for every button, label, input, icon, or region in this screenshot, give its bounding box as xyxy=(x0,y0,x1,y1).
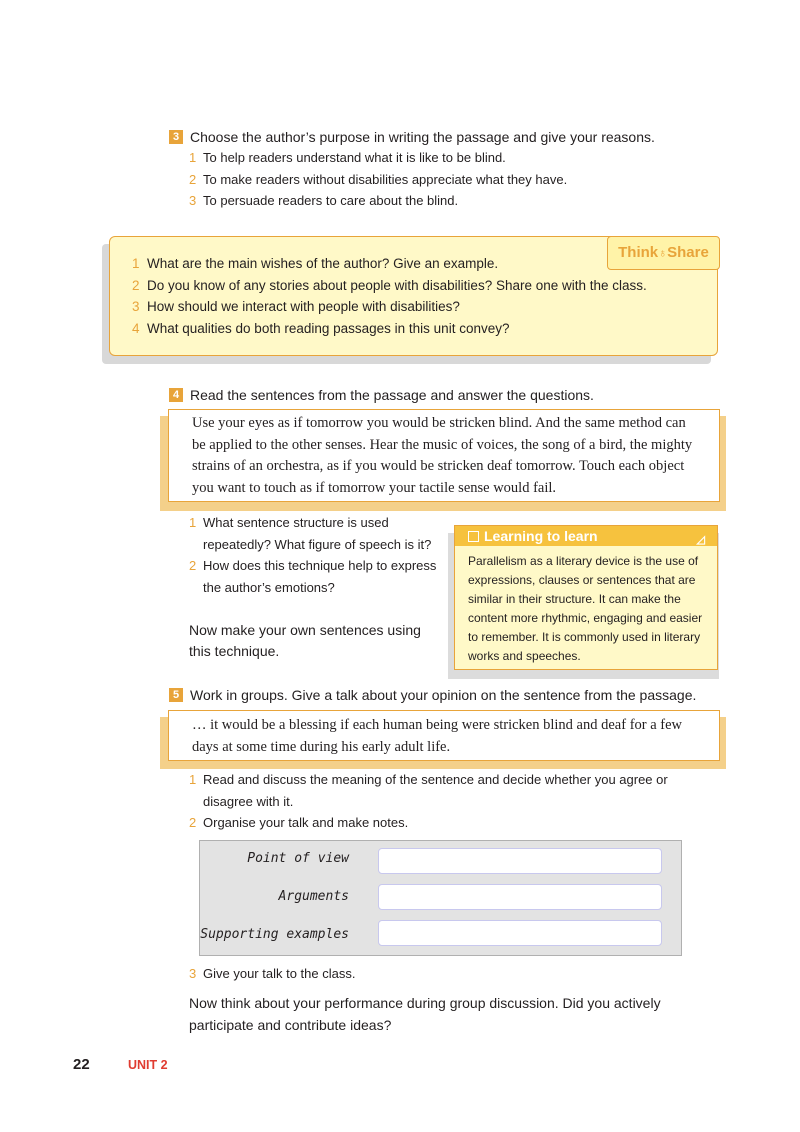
option-number: 3 xyxy=(189,193,197,208)
step-number: 1 xyxy=(189,772,197,787)
question-text: How should we interact with people with disabilities? xyxy=(147,299,460,314)
step-line: Read and discuss the meaning of the sentence and decide whether you agree or xyxy=(203,772,668,787)
learning-line: content more rhythmic, engaging and easier xyxy=(468,611,703,625)
task-5-number: 5 xyxy=(169,688,183,702)
learning-line: Parallelism as a literary device is the use of xyxy=(468,554,699,568)
option-text: To make readers without disabilities appreciate what they have. xyxy=(203,171,568,187)
corner-triangle-icon: ◿ xyxy=(696,534,705,546)
learning-line: expressions, clauses or sentences that are xyxy=(468,573,696,587)
task-5-reflection xyxy=(189,993,661,1036)
step-number: 2 xyxy=(189,815,197,830)
notes-label: Supporting examples xyxy=(200,927,349,942)
learning-title: Learning to learn xyxy=(484,528,598,544)
notes-label: Arguments xyxy=(278,889,349,904)
learning-line: similar in their structure. It can make the xyxy=(468,592,681,606)
question-number: 2 xyxy=(132,277,140,293)
question-number: 2 xyxy=(189,558,197,573)
point-of-view-field[interactable] xyxy=(378,848,662,874)
task-3-number: 3 xyxy=(169,130,183,144)
task-4-instruction: Read the sentences from the passage and answer the questions. xyxy=(190,387,594,403)
share-label: Share xyxy=(667,244,709,261)
step-line: disagree with it. xyxy=(203,793,294,809)
option-number: 1 xyxy=(189,150,197,165)
question-number: 1 xyxy=(189,515,197,530)
checkbox-icon xyxy=(468,531,479,542)
lightbulb-icon: ♁ xyxy=(658,246,668,260)
question-text: What qualities do both reading passages in this unit convey? xyxy=(147,320,510,336)
option-text: To persuade readers to care about the blind. xyxy=(203,193,459,208)
task-4-number: 4 xyxy=(169,388,183,402)
think-label: Think xyxy=(618,244,659,261)
reflection-line: Now think about your performance during group discussion. Did you actively xyxy=(189,995,661,1011)
arguments-field[interactable] xyxy=(378,884,662,910)
question-number: 1 xyxy=(132,256,140,271)
task-4-quote xyxy=(168,409,720,502)
learning-line: works and speeches. xyxy=(468,649,581,663)
quote-line: be applied to the other senses. Hear the music of voices, the song of a bird, the mighty xyxy=(192,436,693,453)
task-3-instruction: Choose the author’s purpose in writing the passage and give your reasons. xyxy=(190,129,655,145)
page-number: 22 xyxy=(73,1056,90,1073)
task-4-followup xyxy=(189,620,421,662)
question-text: What are the main wishes of the author? Give an example. xyxy=(147,256,499,271)
question-text: Do you know of any stories about people with disabilities? Share one with the class. xyxy=(147,277,647,293)
option-text: To help readers understand what it is like to be blind. xyxy=(203,150,506,165)
followup-line: Now make your own sentences using xyxy=(189,622,421,638)
question-number: 4 xyxy=(132,320,140,336)
quote-line: you want to touch as if tomorrow your tactile sense would fail. xyxy=(192,479,557,496)
quote-line: days at some time during his early adult life. xyxy=(192,738,451,755)
learning-body xyxy=(468,552,708,666)
followup-line: this technique. xyxy=(189,643,280,659)
learning-line: to remember. It is commonly used in literary xyxy=(468,630,701,644)
question-line: repeatedly? What figure of speech is it? xyxy=(203,536,432,552)
question-line: the author’s emotions? xyxy=(203,579,335,595)
notes-label: Point of view xyxy=(247,851,349,866)
quote-line: Use your eyes as if tomorrow you would be stricken blind. And the same method can xyxy=(192,415,686,431)
task-5-quote xyxy=(168,710,720,761)
supporting-examples-field[interactable] xyxy=(378,920,662,946)
question-line: How does this technique help to express xyxy=(203,558,437,573)
quote-line: … it would be a blessing if each human being were stricken blind and deaf for a few xyxy=(192,717,683,733)
question-number: 3 xyxy=(132,299,140,314)
quote-line: strains of an orchestra, as if you would be stricken deaf tomorrow. Touch each object xyxy=(192,458,685,474)
step-line: Organise your talk and make notes. xyxy=(203,815,409,830)
question-line: What sentence structure is used xyxy=(203,515,389,530)
option-number: 2 xyxy=(189,171,197,187)
learning-header xyxy=(455,526,717,546)
notes-table xyxy=(199,840,682,956)
learning-to-learn-box xyxy=(454,525,718,670)
step-number: 3 xyxy=(189,966,197,981)
task-5-instruction: Work in groups. Give a talk about your opinion on the sentence from the passage. xyxy=(190,687,697,703)
step-text: Give your talk to the class. xyxy=(203,966,356,981)
unit-label: UNIT 2 xyxy=(128,1058,168,1072)
reflection-line: participate and contribute ideas? xyxy=(189,1016,392,1033)
think-share-tag xyxy=(607,236,720,270)
